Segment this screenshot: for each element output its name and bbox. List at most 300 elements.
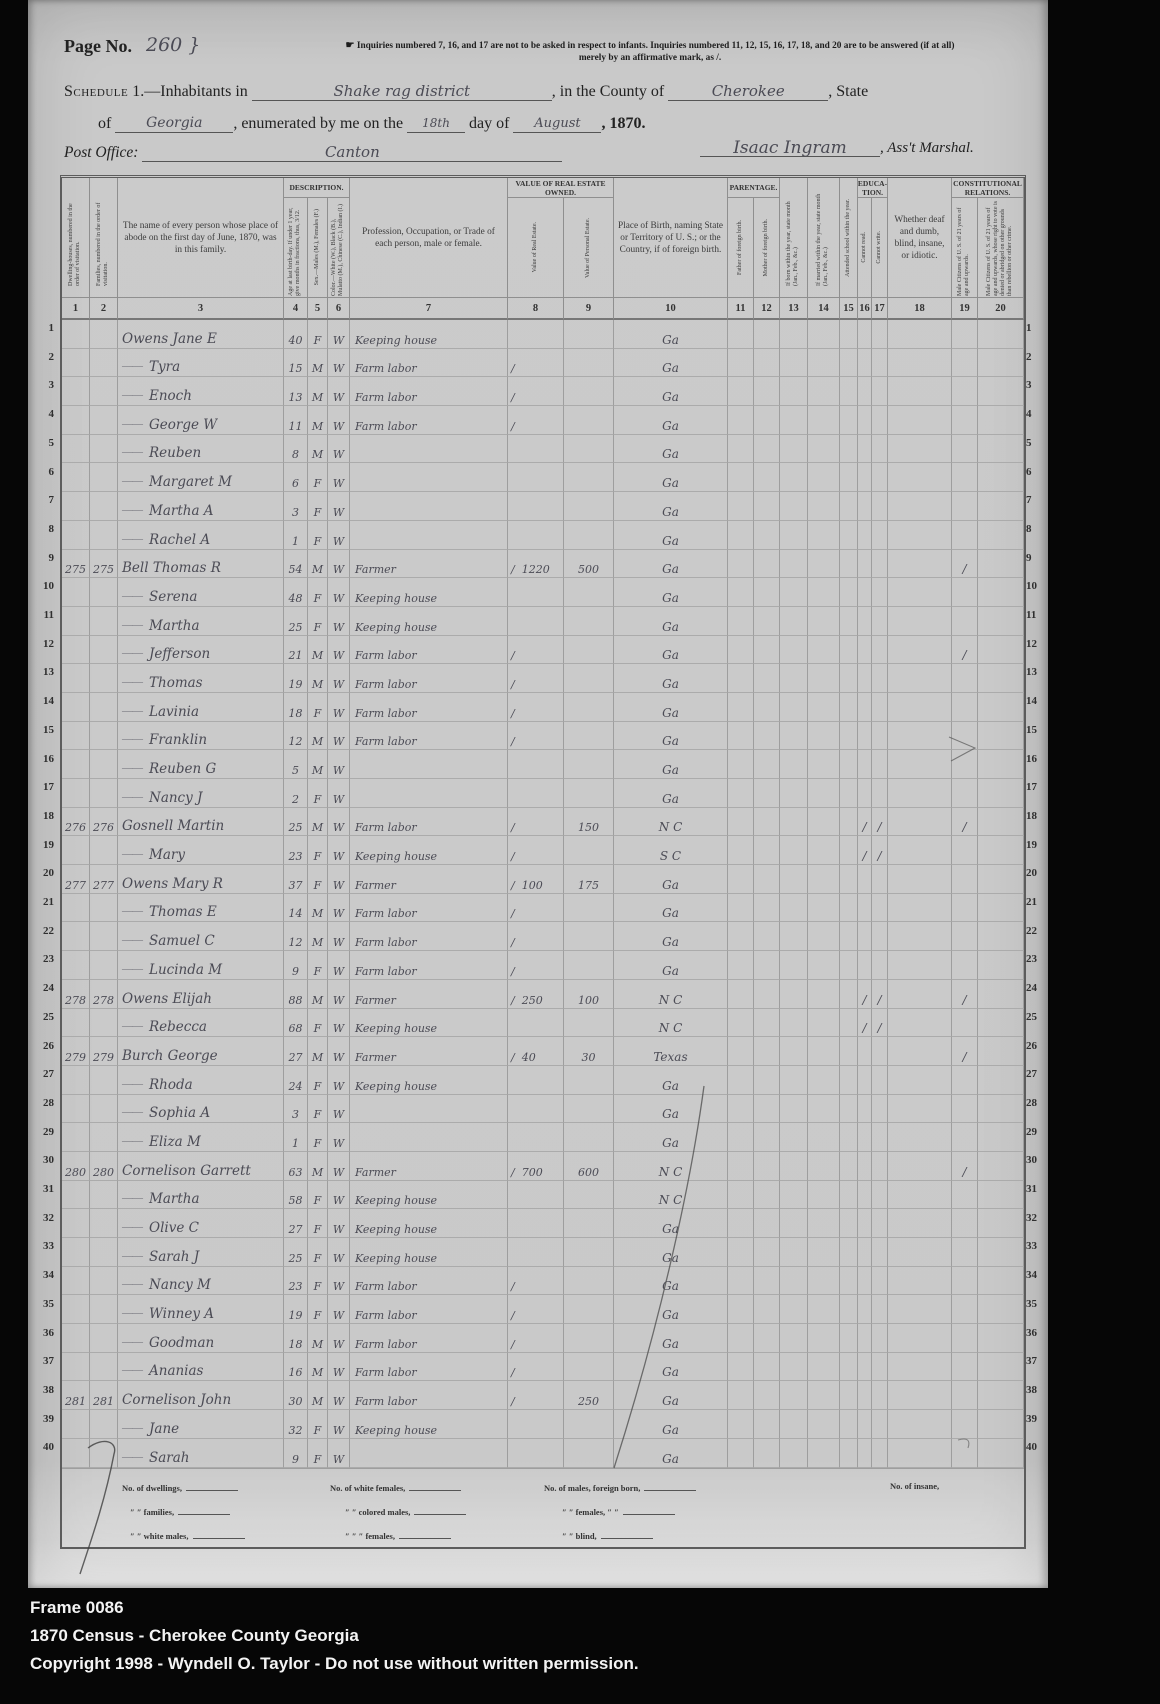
column-number-6: 6 (328, 298, 350, 320)
empty-cell (840, 808, 858, 837)
place-of-birth (614, 1439, 728, 1468)
empty-cell (780, 1324, 808, 1353)
continuation-dash: —— (122, 618, 142, 631)
dwelling-number (62, 1439, 90, 1468)
empty-cell (754, 492, 780, 521)
real-estate-value (508, 406, 564, 435)
column-header-label: Age at last birth-day. If under 1 year, give months in fractions, thus, 3/12. (288, 206, 302, 296)
cell-text: F (313, 1194, 322, 1208)
cannot-read-mark (858, 1095, 872, 1124)
column-header-16 (858, 198, 872, 298)
empty-cell (808, 521, 840, 550)
dwelling-number (62, 578, 90, 607)
cell-text: Ga (662, 1451, 679, 1466)
cell-text: Ga (662, 1222, 679, 1236)
person-name (118, 521, 284, 550)
age (284, 951, 308, 980)
male-citizen-mark (952, 1181, 978, 1210)
row-number-left: 8 (48, 522, 54, 535)
column-header-label: Cannot write. (875, 231, 882, 264)
family-number (90, 1295, 118, 1324)
person-name-text: Thomas E (149, 904, 217, 921)
color (328, 1267, 350, 1296)
cannot-write-mark (872, 922, 888, 951)
occupation (350, 1009, 508, 1038)
family-number (90, 320, 118, 349)
cell-text: Farmer (355, 1165, 396, 1179)
age (284, 1410, 308, 1439)
empty-cell (808, 750, 840, 779)
cell-text: Farm labor (355, 362, 417, 376)
empty-cell (780, 1439, 808, 1468)
cell-text: 23 (288, 1280, 303, 1294)
cell-text: 279 (93, 1050, 114, 1064)
empty-cell (728, 1095, 754, 1124)
cell-text: N C (658, 1021, 683, 1036)
empty-cell (808, 693, 840, 722)
empty-cell (754, 1152, 780, 1181)
age (284, 1009, 308, 1038)
cell-text: Ga (662, 1336, 679, 1351)
empty-cell (780, 1381, 808, 1410)
family-number (90, 865, 118, 894)
continuation-dash: —— (122, 848, 142, 861)
occupation (350, 492, 508, 521)
cannot-write-mark (872, 1152, 888, 1181)
cannot-read-mark (858, 951, 872, 980)
personal-estate-value (564, 664, 614, 693)
empty-cell (888, 550, 952, 579)
cannot-read-mark (858, 1353, 872, 1382)
color (328, 320, 350, 349)
empty-cell (888, 865, 952, 894)
empty-cell (808, 1353, 840, 1382)
cannot-write-mark (872, 406, 888, 435)
sex (308, 894, 328, 923)
cannot-read-mark (858, 1238, 872, 1267)
cell-text: Ga (662, 963, 679, 978)
cell-text: 19 (288, 1309, 303, 1323)
place-of-birth (614, 578, 728, 607)
person-name (118, 1095, 284, 1124)
cell-text: Farmer (355, 1050, 396, 1064)
cell-text: W (332, 391, 345, 405)
empty-cell (888, 1009, 952, 1038)
male-citizen-mark (952, 1009, 978, 1038)
occupation (350, 836, 508, 865)
column-group-description: DESCRIPTION. (284, 178, 350, 198)
age (284, 550, 308, 579)
place-of-birth (614, 1410, 728, 1439)
row-number-right: 2 (1026, 350, 1032, 363)
census-document-scan (28, 0, 1048, 1588)
age (284, 922, 308, 951)
empty-cell (978, 320, 1024, 349)
empty-cell (888, 636, 952, 665)
cell-text: Ga (662, 418, 679, 433)
row-number-left: 13 (43, 666, 54, 679)
person-name (118, 722, 284, 751)
place-of-birth (614, 377, 728, 406)
empty-cell (754, 550, 780, 579)
empty-cell (728, 607, 754, 636)
continuation-dash: —— (122, 675, 142, 688)
empty-cell (780, 1095, 808, 1124)
person-name-text: Martha A (149, 502, 214, 519)
family-number (90, 980, 118, 1009)
color (328, 406, 350, 435)
cell-text: W (332, 1165, 345, 1179)
row-number-left: 4 (48, 408, 54, 421)
cell-text: S C (659, 849, 682, 864)
empty-cell (780, 1037, 808, 1066)
cannot-write-mark (872, 894, 888, 923)
empty-cell (808, 349, 840, 378)
cell-text: Ga (662, 504, 679, 519)
empty-cell (808, 607, 840, 636)
personal-estate-value (564, 349, 614, 378)
continuation-dash: —— (122, 1335, 142, 1348)
cell-text: W (332, 1251, 345, 1265)
dwelling-number (62, 1209, 90, 1238)
dwelling-number (62, 320, 90, 349)
row-number-left: 6 (48, 465, 54, 478)
summary-families: ″ ″ families, (130, 1505, 230, 1517)
empty-cell (888, 1209, 952, 1238)
color (328, 808, 350, 837)
empty-cell (754, 693, 780, 722)
cell-text: / (862, 849, 867, 864)
continuation-dash: —— (122, 905, 142, 918)
place-of-birth (614, 1009, 728, 1038)
cell-text: Keeping house (355, 850, 438, 864)
person-name (118, 1009, 284, 1038)
cannot-write-mark (872, 1381, 888, 1410)
cell-text: / (962, 992, 967, 1007)
cell-text: 12 (288, 936, 303, 950)
instructions-note (260, 40, 1040, 64)
empty-cell (888, 1181, 952, 1210)
person-name-text: Rebecca (149, 1019, 207, 1036)
person-name-text: Rachel A (149, 531, 211, 548)
schedule-line2 (98, 114, 645, 133)
cell-text: N C (658, 992, 683, 1007)
color (328, 1324, 350, 1353)
column-header-9 (564, 198, 614, 298)
empty-cell (840, 865, 858, 894)
cell-text: F (313, 706, 322, 720)
continuation-dash: —— (122, 1364, 142, 1377)
family-number (90, 1123, 118, 1152)
occupation (350, 320, 508, 349)
column-header-label: Father of foreign birth. (736, 220, 743, 275)
empty-cell (728, 463, 754, 492)
age (284, 894, 308, 923)
cell-text: 27 (288, 1050, 303, 1064)
empty-cell (728, 779, 754, 808)
column-header-label: Cannot read. (860, 232, 867, 263)
sex (308, 1095, 328, 1124)
cell-text: 58 (288, 1194, 303, 1208)
occupation (350, 1181, 508, 1210)
column-header-14 (808, 178, 840, 298)
cell-text: F (313, 591, 322, 605)
empty-cell (978, 521, 1024, 550)
cell-text: W (332, 534, 345, 548)
family-number (90, 1353, 118, 1382)
tally-mark: / (511, 907, 515, 921)
empty-cell (808, 492, 840, 521)
real-estate-value (508, 722, 564, 751)
family-number (90, 1324, 118, 1353)
empty-cell (840, 836, 858, 865)
male-citizen-mark (952, 750, 978, 779)
cell-text: 175 (578, 878, 599, 892)
person-name-text: Sophia A (149, 1105, 211, 1122)
dwelling-number (62, 1095, 90, 1124)
color (328, 1209, 350, 1238)
column-header-18 (888, 178, 952, 298)
row-number-right: 36 (1026, 1326, 1037, 1339)
real-estate-value (508, 578, 564, 607)
tally-mark: / (511, 419, 515, 433)
empty-cell (808, 664, 840, 693)
empty-cell (728, 1181, 754, 1210)
occupation (350, 377, 508, 406)
sex (308, 636, 328, 665)
empty-cell (840, 1095, 858, 1124)
continuation-dash: —— (122, 503, 142, 516)
schedule-line1-rest: 1.—Inhabitants in (132, 83, 248, 100)
male-citizen-mark (952, 722, 978, 751)
cell-text: Ga (662, 1250, 679, 1265)
cell-text: / (877, 820, 882, 835)
column-header-label: Attended school within the year. (844, 198, 851, 277)
color (328, 463, 350, 492)
column-header-label: Male Citizens of U. S. of 21 years of age and upwards. (957, 207, 971, 296)
personal-estate-value (564, 1353, 614, 1382)
real-estate-value (508, 1209, 564, 1238)
empty-cell (728, 492, 754, 521)
column-header-7 (350, 178, 508, 298)
row-number-right: 15 (1026, 723, 1037, 736)
person-name-text: Owens Elijah (122, 990, 212, 1007)
cell-text: Keeping house (355, 1194, 438, 1208)
empty-cell (728, 1238, 754, 1267)
cell-text: M (311, 907, 324, 921)
male-citizen-mark (952, 1410, 978, 1439)
empty-cell (888, 492, 952, 521)
row-number-left: 5 (48, 436, 54, 449)
cannot-read-mark (858, 980, 872, 1009)
cell-text: Ga (662, 1135, 679, 1150)
age (284, 1267, 308, 1296)
male-citizen-mark (952, 1238, 978, 1267)
empty-cell (728, 1009, 754, 1038)
column-header-19 (952, 198, 978, 298)
person-name (118, 463, 284, 492)
tally-mark: / (511, 735, 515, 749)
summary-blank (623, 1505, 675, 1515)
schedule-line2-mid1: , enumerated by me on the (233, 115, 404, 132)
cannot-read-mark (858, 894, 872, 923)
real-estate-value (508, 320, 564, 349)
row-number-right: 11 (1026, 609, 1037, 621)
row-number-right: 1 (1026, 322, 1032, 334)
pointing-hand-icon: ☛ (345, 40, 355, 51)
cell-text: N C (658, 1164, 683, 1179)
cannot-write-mark (872, 1324, 888, 1353)
age (284, 406, 308, 435)
person-name (118, 1353, 284, 1382)
empty-cell (754, 750, 780, 779)
tally-mark: / (511, 1309, 515, 1323)
cell-text: 63 (288, 1165, 303, 1179)
empty-cell (780, 951, 808, 980)
empty-cell (808, 922, 840, 951)
empty-cell (754, 1439, 780, 1468)
empty-cell (808, 980, 840, 1009)
empty-cell (728, 980, 754, 1009)
person-name (118, 636, 284, 665)
row-number-right: 10 (1026, 580, 1037, 593)
personal-estate-value (564, 1324, 614, 1353)
male-citizen-mark (952, 1439, 978, 1468)
column-number-14: 14 (808, 298, 840, 320)
empty-cell (780, 664, 808, 693)
empty-cell (978, 1381, 1024, 1410)
column-header-label: Place of Birth, naming State or Territory of U. S.; or the Country, if of foreign birth. (617, 220, 724, 255)
cell-text: F (313, 1108, 322, 1122)
empty-cell (978, 1439, 1024, 1468)
cell-text: M (311, 1366, 324, 1380)
real-estate-value (508, 1267, 564, 1296)
cell-text: F (313, 1223, 322, 1236)
occupation (350, 980, 508, 1009)
occupation (350, 1152, 508, 1181)
empty-cell (808, 636, 840, 665)
place-of-birth (614, 836, 728, 865)
place-of-birth (614, 463, 728, 492)
cell-text: / (862, 992, 867, 1007)
column-header-label: Color.—White (W.), Black (B.), Mulatto (M.), Chinese (C.), Indian (I.) (331, 203, 345, 296)
summary-dwellings: No. of dwellings, (122, 1481, 238, 1493)
place-of-birth (614, 808, 728, 837)
cannot-write-mark (872, 349, 888, 378)
occupation (350, 808, 508, 837)
cell-text: / (877, 849, 882, 864)
cannot-write-mark (872, 779, 888, 808)
empty-cell (808, 1037, 840, 1066)
male-citizen-mark (952, 980, 978, 1009)
empty-cell (728, 664, 754, 693)
personal-estate-value (564, 779, 614, 808)
male-citizen-mark (952, 463, 978, 492)
empty-cell (808, 1324, 840, 1353)
column-number-15: 15 (840, 298, 858, 320)
personal-estate-value (564, 578, 614, 607)
continuation-dash: —— (122, 762, 142, 774)
person-name-text: Lavinia (149, 703, 200, 720)
empty-cell (978, 1181, 1024, 1210)
empty-cell (780, 1238, 808, 1267)
empty-cell (888, 578, 952, 607)
place-of-birth (614, 1381, 728, 1410)
cannot-read-mark (858, 922, 872, 951)
empty-cell (754, 1353, 780, 1382)
empty-cell (888, 463, 952, 492)
empty-cell (780, 980, 808, 1009)
family-number (90, 836, 118, 865)
real-estate-value (508, 463, 564, 492)
personal-estate-value (564, 865, 614, 894)
occupation (350, 607, 508, 636)
empty-cell (754, 1066, 780, 1095)
person-name-text: Martha (149, 1191, 200, 1208)
empty-cell (978, 607, 1024, 636)
empty-cell (978, 492, 1024, 521)
occupation (350, 1066, 508, 1095)
real-estate-value (508, 1353, 564, 1382)
row-number-left: 23 (43, 953, 54, 966)
cannot-read-mark (858, 578, 872, 607)
continuation-dash: —— (122, 1450, 142, 1463)
family-number (90, 1095, 118, 1124)
cell-text: 18 (288, 1337, 303, 1351)
cell-text: 100 (578, 993, 599, 1007)
sex (308, 578, 328, 607)
empty-cell (728, 922, 754, 951)
empty-cell (780, 636, 808, 665)
occupation (350, 636, 508, 665)
empty-cell (978, 750, 1024, 779)
empty-cell (754, 349, 780, 378)
empty-cell (808, 1295, 840, 1324)
day-field (407, 114, 465, 133)
continuation-dash: —— (122, 1278, 142, 1291)
person-name-text: Owens Mary R (122, 875, 223, 892)
cell-text: 68 (288, 1022, 303, 1036)
empty-cell (840, 1037, 858, 1066)
real-estate-value (508, 607, 564, 636)
place-of-birth (614, 664, 728, 693)
place-of-birth (614, 349, 728, 378)
male-citizen-mark (952, 836, 978, 865)
cell-text: 277 (65, 878, 86, 892)
male-citizen-mark (952, 1353, 978, 1382)
column-number-3: 3 (118, 298, 284, 320)
cell-text: W (332, 591, 345, 605)
cell-text: 280 (65, 1165, 86, 1179)
cannot-write-mark (872, 1353, 888, 1382)
age (284, 1353, 308, 1382)
empty-cell (754, 808, 780, 837)
empty-cell (754, 1095, 780, 1124)
cell-text: M (311, 419, 324, 433)
person-name (118, 1324, 284, 1353)
cannot-write-mark (872, 1181, 888, 1210)
empty-cell (808, 1066, 840, 1095)
person-name-text: Lucinda M (149, 961, 223, 978)
row-number-left: 24 (43, 982, 54, 995)
cell-text: 25 (288, 620, 303, 634)
sex (308, 607, 328, 636)
occupation (350, 894, 508, 923)
personal-estate-value (564, 1181, 614, 1210)
age (284, 1238, 308, 1267)
dwelling-number (62, 1238, 90, 1267)
personal-estate-value (564, 1037, 614, 1066)
